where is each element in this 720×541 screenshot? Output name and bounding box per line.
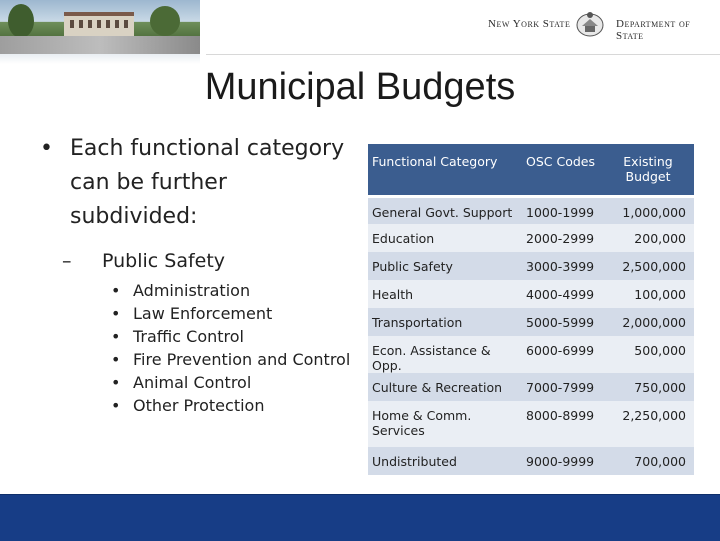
budget-cell: 2,250,000 [602,401,694,447]
slide-header [0,0,720,58]
list-item: • Animal Control [111,373,252,392]
category-cell: Econ. Assistance & Opp. [368,336,522,373]
table-row [368,447,694,475]
budget-cell: 1,000,000 [602,196,694,224]
slide-title: Municipal Budgets [204,66,516,108]
budget-table [368,144,694,475]
column-header-category: Functional Category [368,144,522,196]
bullet-dot-icon: • [111,281,121,300]
dash-icon: – [62,250,72,272]
list-item: • Administration [111,281,251,300]
osc-code-cell: 9000-9999 [522,447,602,475]
bullet-list [40,132,360,417]
osc-code-cell: 6000-6999 [522,336,602,373]
osc-code-cell: 2000-2999 [522,224,602,252]
osc-code-cell: 7000-7999 [522,373,602,401]
table-row [368,252,694,280]
column-header-osc-codes: OSC Codes [522,144,602,196]
logo-text-left: New York State [488,18,571,30]
table-row [368,224,694,252]
category-cell: Undistributed [368,447,522,475]
category-cell: Public Safety [368,252,522,280]
osc-code-cell: 1000-1999 [522,196,602,224]
budget-cell: 500,000 [602,336,694,373]
logo-text-right: Department of State [616,18,691,42]
category-cell: Health [368,280,522,308]
budget-cell: 2,000,000 [602,308,694,336]
budget-cell: 750,000 [602,373,694,401]
bullet-dot-icon: • [40,136,53,161]
bullet-main [40,132,360,234]
header-photo [0,0,200,54]
osc-code-cell: 5000-5999 [522,308,602,336]
table-row [368,196,694,224]
bullet-sub [40,248,360,274]
bullet-main-text: Each functional category can be further subdivided: [70,136,345,229]
column-header-existing-budget: Existing Budget [602,144,694,196]
table-row [368,373,694,401]
list-item: • Fire Prevention and Control [111,350,351,369]
list-item: • Traffic Control [111,327,244,346]
table-row [368,401,694,447]
table-row [368,336,694,373]
table-row [368,280,694,308]
osc-code-cell: 8000-8999 [522,401,602,447]
table-header-row [368,144,694,196]
budget-cell: 2,500,000 [602,252,694,280]
bullet-dot-icon: • [111,304,121,323]
osc-code-cell: 4000-4999 [522,280,602,308]
bullet-sub-text: Public Safety [102,250,226,272]
list-item: • Other Protection [111,396,265,415]
table-row [368,308,694,336]
bullet-dot-icon: • [111,350,121,369]
footer-bar [0,494,720,541]
category-cell: Transportation [368,308,522,336]
nys-seal-icon [573,10,607,38]
budget-cell: 200,000 [602,224,694,252]
nys-department-of-state-logo [488,10,713,42]
osc-code-cell: 3000-3999 [522,252,602,280]
budget-cell: 700,000 [602,447,694,475]
category-cell: Home & Comm. Services [368,401,522,447]
header-divider [206,54,720,55]
budget-cell: 100,000 [602,280,694,308]
category-cell: General Govt. Support [368,196,522,224]
bullet-dot-icon: • [111,373,121,392]
category-cell: Education [368,224,522,252]
category-cell: Culture & Recreation [368,373,522,401]
bullet-dot-icon: • [111,327,121,346]
list-item: • Law Enforcement [111,304,273,323]
bullet-dot-icon: • [111,396,121,415]
